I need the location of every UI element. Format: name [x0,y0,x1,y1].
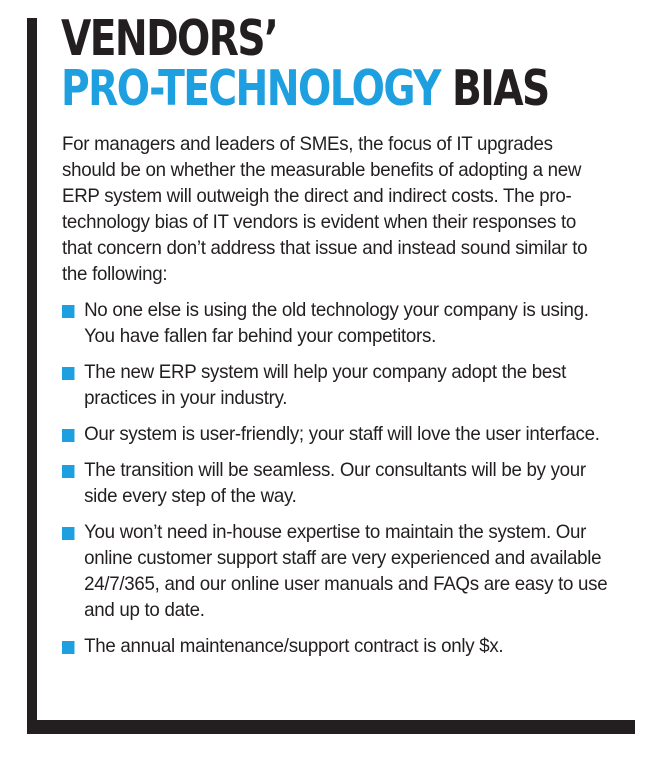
square-bullet-icon [62,305,74,318]
list-item [62,297,609,349]
square-bullet-icon [62,641,74,654]
square-bullet-icon [62,527,74,540]
list-item [62,633,609,659]
square-bullet-icon [62,465,74,478]
bottom-border-bar [27,720,635,734]
list-item-text: The transition will be seamless. Our consultants will be by your side every step of the way. [84,459,586,507]
title-rest-text: BIAS [451,60,549,117]
list-item-text: The annual maintenance/support contract is only $x. [84,635,504,657]
list-item [62,359,609,411]
list-item-text: No one else is using the old technology your company is using. You have fallen far behind your competitors. [84,299,589,347]
list-item [62,457,609,509]
square-bullet-icon [62,367,74,380]
list-item [62,519,609,623]
bullet-list [62,297,632,669]
intro-paragraph: For managers and leaders of SMEs, the focus of IT upgrades should be on whether the measurable benefits of adopting a new ERP system will outweigh the direct and indirect costs. The pro-technology bias of IT vendors is evident when their responses to that concern don’t address that issue and instead sound similar to the following: [62,133,588,285]
left-border-bar [27,18,37,734]
square-bullet-icon [62,429,74,442]
title-accent-text: PRO-TECHNOLOGY [61,60,440,117]
list-item [62,421,609,447]
title-line-1: VENDORS’ [61,10,278,67]
list-item-text: The new ERP system will help your company adopt the best practices in your industry. [84,361,567,409]
title-line-2 [61,60,549,117]
list-item-text: You won’t need in-house expertise to maintain the system. Our online customer support staff are very experienced and available 24/7/365, and our online user manuals and FAQs are easy to use and up to date. [84,521,608,621]
list-item-text: Our system is user-friendly; your staff will love the user interface. [84,423,600,445]
sidebar-title [61,10,549,117]
